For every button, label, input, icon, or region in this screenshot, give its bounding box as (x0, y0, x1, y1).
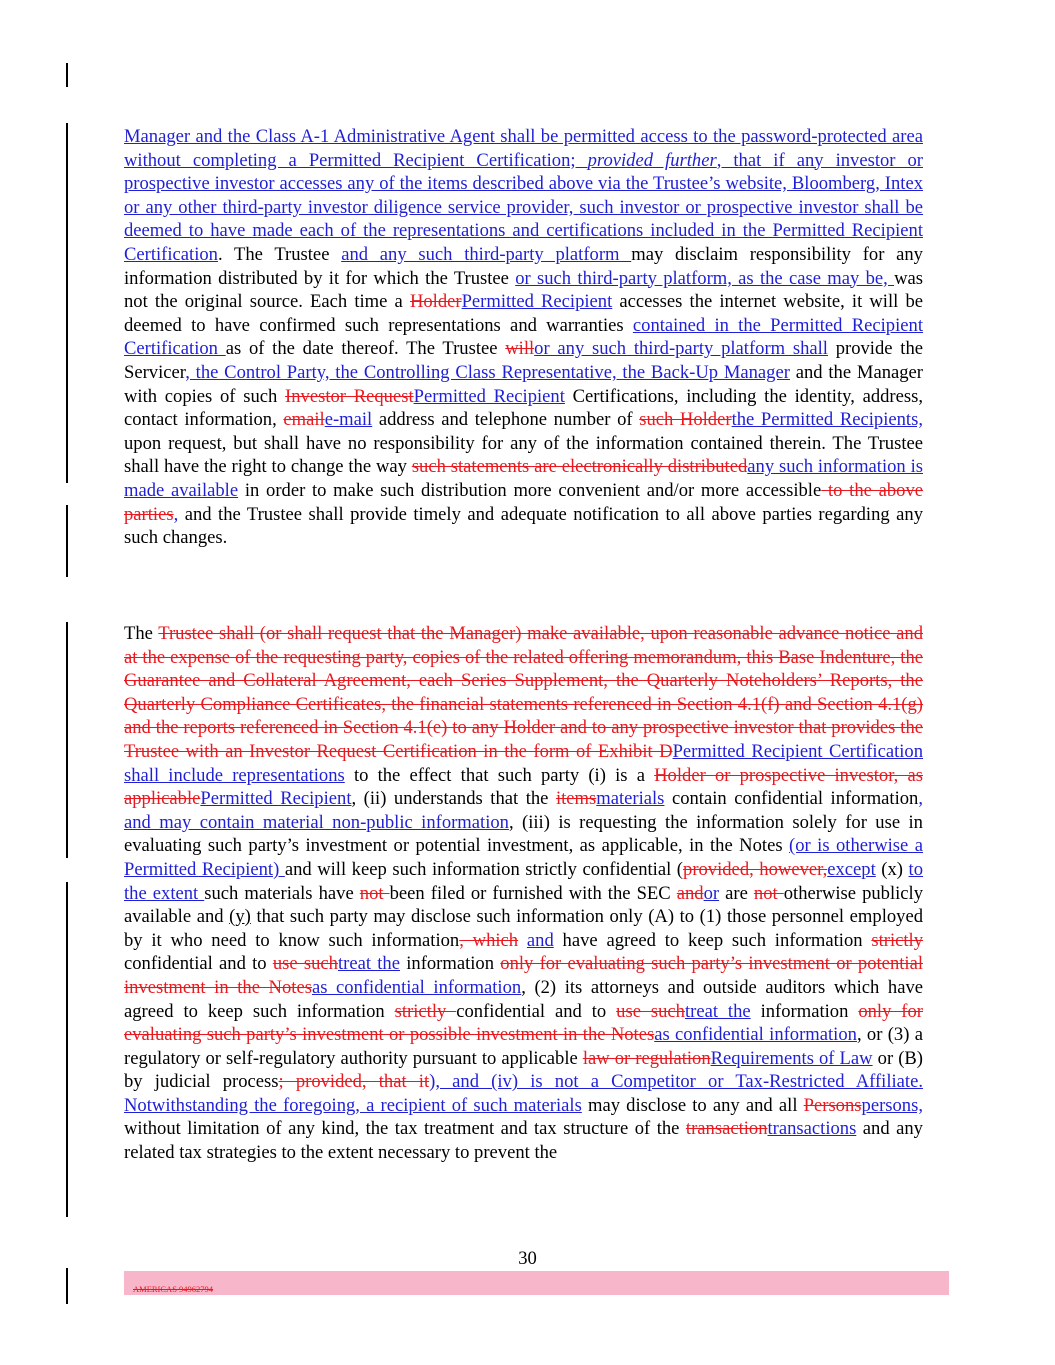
text-run: was not the original source. Each time a (124, 267, 923, 313)
text-run: are (719, 882, 754, 904)
text-run: upon request, but shall have no responsibility for any of the information contained therein. The Trustee shall have the right to change the way (124, 432, 923, 478)
inserted-text: persons, (861, 1094, 923, 1116)
text-run: as of the date thereof. The Trustee (225, 338, 506, 360)
text-run: such materials have (204, 882, 360, 904)
deleted-text: strictly (871, 929, 924, 951)
deleted-text: not (359, 882, 390, 904)
text-run: information (399, 953, 501, 975)
inserted-text: (or is otherwise a Permitted Recipient) (124, 835, 923, 880)
inserted-text: transactions (767, 1118, 857, 1140)
text-run: and the Manager with copies of such (124, 361, 923, 407)
change-bar (66, 123, 68, 483)
inserted-text: Permitted Recipient (413, 385, 565, 407)
deleted-text: strictly (394, 1000, 457, 1022)
text-run: or (B) by judicial process (124, 1047, 923, 1093)
deleted-text: use such (272, 953, 338, 975)
inserted-text: as confidential information (654, 1024, 857, 1046)
inserted-text: and any such third-party platform (341, 243, 632, 265)
deleted-text: provided, however, (683, 858, 828, 880)
text-run: in order to make such distribution more convenient and/or more accessible (238, 479, 822, 501)
inserted-text: Requirements of Law (710, 1047, 873, 1069)
text-run: . The Trustee (217, 243, 342, 265)
change-bar (66, 622, 68, 858)
change-bar (66, 63, 68, 87)
inserted-text: to the extent (124, 858, 924, 904)
inserted-text: ), and (iv) is not a Competitor or Tax-Restricted Affiliate. Notwithstanding the foregoing, a recipient of such materials (124, 1071, 923, 1116)
document-id: AMERICAS 94962794 (133, 1284, 214, 1294)
text-run: confidential and to (456, 1000, 617, 1022)
deleted-text: use such (616, 1000, 685, 1022)
inserted-text: except (827, 858, 876, 880)
inserted-text: or any such third-party platform shall (534, 338, 828, 360)
inserted-text: and (526, 929, 554, 951)
text-run: and will keep such information strictly confidential ( (284, 858, 684, 880)
deleted-text: items (555, 788, 597, 810)
deleted-text: not (753, 882, 784, 904)
inserted-text: , and may contain material non-public information (124, 788, 923, 833)
text-run: that such party may disclose such information only (A) to (1) those personnel employed by it who need to know such information (124, 906, 924, 951)
inserted-text: as confidential information (311, 976, 522, 998)
footer-band (124, 1271, 949, 1295)
deleted-text: only for evaluating such party’s investment or possible investment in the Notes (124, 1000, 923, 1046)
deleted-text: Holder or prospective investor, as applicable (124, 764, 923, 810)
deleted-text: and (676, 882, 704, 904)
deleted-text: such statements are electronically distributed (411, 456, 748, 478)
change-bar (66, 505, 68, 553)
text-run (518, 930, 527, 951)
text-run: , or (3) a regulatory or self-regulatory authority pursuant to applicable (124, 1024, 923, 1069)
inserted-text: Permitted Recipient (200, 788, 352, 810)
text-run: may disclose to any and all (581, 1094, 804, 1116)
page-number: 30 (518, 1248, 537, 1269)
inserted-text: Permitted Recipient Certification shall include representations (124, 740, 923, 786)
text-run: , (2) its attorneys and outside auditors which have agreed to keep such information (124, 976, 923, 1022)
text-run: information (750, 1000, 859, 1022)
text-run: confidential and to (124, 953, 273, 975)
inserted-text: or (703, 882, 720, 904)
text-run: , (ii) understands that the (351, 788, 556, 810)
deleted-text: ; provided, that it (278, 1071, 430, 1093)
text-run: and the Trustee shall provide timely and adequate notification to all above parties regarding any such changes. (124, 503, 923, 549)
change-bar (66, 1268, 68, 1304)
inserted-text: the Permitted Recipients, (731, 409, 923, 431)
deleted-text: Investor Request (285, 385, 414, 407)
text-run: The (124, 623, 159, 644)
inserted-text: contained in the Permitted Recipient Certification (124, 314, 923, 360)
inserted-text: treat the (684, 1000, 751, 1022)
inserted-text: treat the (337, 953, 400, 975)
deleted-text: only for evaluating such party’s investment or potential investment in the Notes (124, 953, 923, 998)
deleted-text: email (283, 409, 325, 431)
text-run: without limitation of any kind, the tax treatment and tax structure of the (124, 1118, 686, 1140)
deleted-text: will (505, 338, 535, 360)
inserted-text: or such third-party platform, as the case may be, (515, 267, 895, 289)
inserted-text: any such information is made available (124, 456, 923, 501)
deleted-text: transaction (685, 1118, 768, 1140)
inserted-text: , (173, 503, 179, 525)
change-bar (66, 882, 68, 1217)
text-run: and any related tax strategies to the extent necessary to prevent the (124, 1118, 923, 1164)
text-run: been filed or furnished with the SEC (389, 882, 677, 904)
change-bar (66, 553, 68, 577)
inserted-text: materials (596, 788, 665, 810)
deleted-text: , which (459, 929, 519, 951)
text-run: to the effect that such party (i) is a (344, 764, 655, 786)
inserted-text: , the Control Party, the Controlling Class Representative, the Back-Up Manager (185, 361, 790, 383)
deleted-text: law or regulation (582, 1047, 711, 1069)
deleted-text: Persons (803, 1094, 862, 1116)
inserted-text: provided further (587, 149, 717, 171)
body-paragraph-2 (124, 622, 923, 1165)
text-run: address and telephone number of (372, 409, 640, 431)
text-run: (x) (875, 858, 909, 880)
text-run: have agreed to keep such information (553, 929, 872, 951)
underlined-text: (y) (229, 906, 251, 928)
inserted-text: Permitted Recipient (461, 291, 613, 313)
text-run: otherwise publicly available and (124, 882, 924, 928)
deleted-text: Holder (409, 291, 462, 313)
inserted-text: Manager and the Class A-1 Administrative Agent shall be permitted access to the password-protected area without completing a Permitted Recipient Certification; (124, 126, 923, 171)
text-run: provide the Servicer (124, 338, 923, 383)
deleted-text: to the above parties (124, 479, 923, 525)
deleted-text: such Holder (639, 409, 732, 431)
inserted-text: e-mail (324, 409, 373, 431)
text-run: , (iii) is requesting the information solely for use in evaluating such party’s investment or potential investment, as applicable, in the Notes (124, 811, 923, 857)
body-paragraph-1 (124, 125, 923, 550)
inserted-text: , that if any investor or prospective investor accesses any of the items described above via the Trustee’s website, Bloomberg, Intex or any other third-party investor diligence service provider, such investor or prospective investor shall be deemed to have made each of the representations and certifications included in the Permitted Recipient Certification (124, 149, 923, 265)
deleted-text: Trustee shall (or shall request that the Manager) make available, upon reasonable advance notice and at the expense of the requesting party, copies of the related offering memorandum, this Base Indenture, the Guarantee and Collateral Agreement, each Series Supplement, the Quarterly Noteholders’ Reports, the Quarterly Compliance Certificates, the financial statements referenced in Section 4.1(f) and Section 4.1(g) and the reports referenced in Section 4.1(e) to any Holder and to any prospective investor that provides the Trustee with an Investor Request Certification in the form of Exhibit D (124, 623, 923, 762)
text-run: may disclaim responsibility for any information distributed by it for which the Trustee (124, 243, 923, 289)
text-run: accesses the internet website, it will be deemed to have confirmed such representations and warranties (124, 291, 923, 336)
text-run: Certifications, including the identity, address, contact information, (124, 385, 923, 431)
text-run: contain confidential information (664, 788, 919, 810)
